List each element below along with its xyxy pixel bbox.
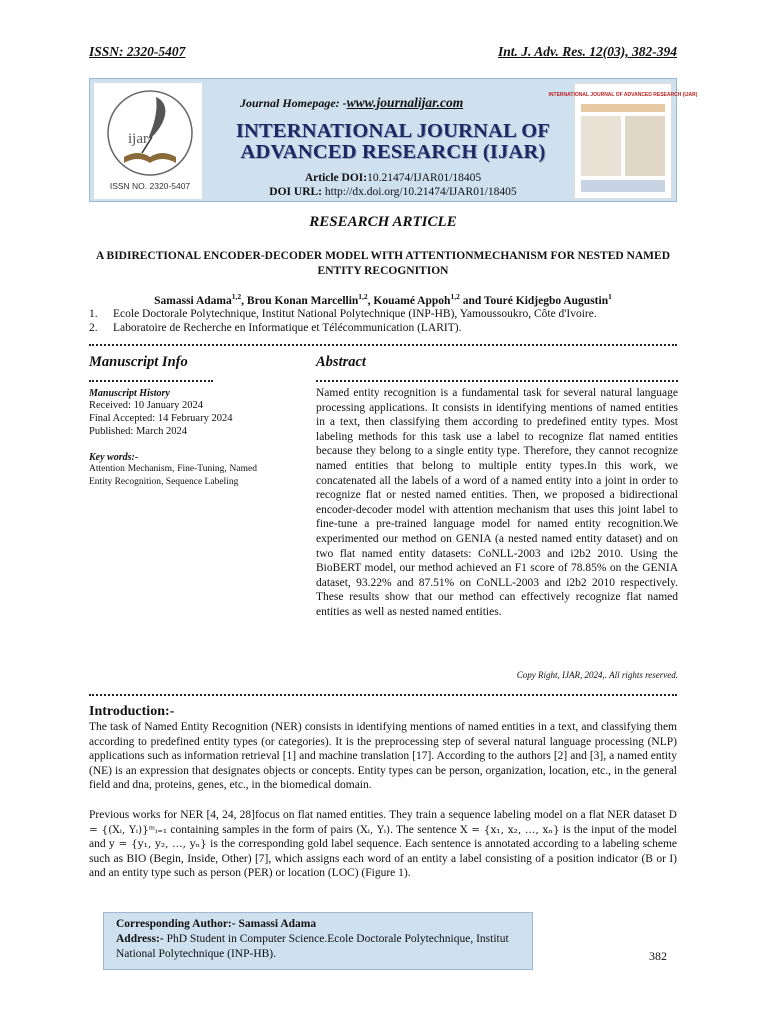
address-text: PhD Student in Computer Science.Ecole Doctorale Polytechnique, Institut National Polytechnique (INP-HB). — [116, 933, 509, 960]
address-label: Address:- — [116, 933, 164, 945]
cover-title: INTERNATIONAL JOURNAL OF ADVANCED RESEARCH (IJAR) — [548, 92, 698, 98]
doi-value: 10.21474/IJAR01/18405 — [367, 172, 482, 184]
doi-url-label: DOI URL: — [269, 186, 323, 198]
introduction-heading: Introduction:- — [89, 704, 175, 719]
journal-title-line2: ADVANCED RESEARCH (IJAR) — [240, 141, 546, 163]
article-type-label: RESEARCH ARTICLE — [309, 214, 457, 230]
affiliation-1 — [89, 308, 677, 320]
journal-title-line1: INTERNATIONAL JOURNAL OF — [235, 120, 551, 142]
author-3-affil: 1,2 — [450, 292, 460, 301]
logo-text: ijar — [128, 131, 148, 147]
journal-banner — [89, 78, 698, 202]
received-date: Received: 10 January 2024 — [89, 400, 204, 411]
keywords: Attention Mechanism, Fine-Tuning, Named Entity Recognition, Sequence Labeling — [89, 464, 257, 487]
author-4-affil: 1 — [608, 292, 612, 301]
journal-homepage — [240, 95, 463, 111]
doi-label: Article DOI: — [304, 172, 368, 184]
author-list: Samassi Adama$^{1,2}$, Brou Konan Marcellin$^{1,2}$, Kouamé Appoh$^{1,2}$ and Touré Kidjegbo Augustin$^1$ — [154, 292, 612, 307]
journal-cover-icon — [548, 84, 698, 198]
author-3: Kouamé Appoh — [373, 294, 451, 307]
affiliation-text: Ecole Doctorale Polytechnique, Institut National Polytechnique (INP-HB), Yamoussoukro, Côte d'Ivoire. — [113, 308, 597, 320]
doi-url-link[interactable]: http://dx.doi.org/10.21474/IJAR01/18405 — [322, 186, 517, 198]
running-head — [89, 44, 677, 66]
intro-paragraph-2: Previous works for NER [4, 24, 28]focus on flat named entities. They train a sequence labeling model on a flat NER dataset D = {(Xᵢ, Yᵢ)}ᵐᵢ₌₁ containing samples in the form of pairs (Xᵢ, Yᵢ). The sentence X = {x₁, x₂, …, xₙ} is the input of the model and y = {y₁, y₂, …, yₙ} is the corresponding gold label sequence. Each sentence is annotated according to a labeling scheme such as BIO (Begin, Inside, Other) [7], which assigns each word of an entity a label consisting of a position indicator (B or I) and an entity type such as person (PER) or location (LOC) (Figure 1). — [89, 809, 678, 880]
journal-reference: Int. J. Adv. Res. 12(03), 382-394 — [498, 44, 677, 59]
logo-issn: ISSN NO. 2320-5407 — [109, 181, 191, 191]
abstract-section — [316, 354, 678, 620]
math-pair: (Xᵢ, Yᵢ) — [356, 823, 391, 836]
homepage-label: Journal Homepage: - — [240, 96, 347, 110]
keywords-heading: Key words:- — [89, 452, 139, 463]
section-divider — [89, 344, 677, 346]
affiliation-number: 1. — [89, 308, 98, 320]
affiliation-2 — [89, 322, 677, 334]
paper-title: A BIDIRECTIONAL ENCODER-DECODER MODEL WITH ATTENTIONMECHANISM FOR NESTED NAMED ENTITY RECOGNITION — [95, 250, 671, 277]
homepage-link[interactable]: www.journalijar.com — [346, 95, 464, 110]
divider-dots — [89, 380, 213, 382]
intro-paragraph-1: The task of Named Entity Recognition (NER) consists in identifying mentions of named entities in a text, and classifying them according to predefined entity types (or categories). It is the preprocessing step of several natural language processing (NLP) applications such as information retrieval [1] and machine translation [17]. According to the authors [2] and [3], a named entity (NE) is an expression that designates objects or concepts. Entity types can be person, organization, location, etc., in the general field and dna, proteins, genes, etc., in the biomedical domain. — [89, 721, 677, 792]
author-1-affil: 1,2 — [231, 292, 242, 301]
accepted-date: Final Accepted: 14 February 2024 — [89, 413, 233, 424]
math-dataset: D = {(Xᵢ, Yᵢ)}ᵐᵢ₌₁ — [89, 809, 677, 836]
published-date: Published: March 2024 — [89, 426, 187, 437]
doi-block — [208, 171, 578, 199]
journal-cover-thumbnail — [548, 83, 698, 199]
corresponding-address — [116, 932, 520, 962]
author-1: Samassi Adama — [154, 294, 232, 307]
journal-logo — [94, 83, 202, 199]
quill-book-logo-icon — [98, 87, 202, 183]
affiliation-text: Laboratoire de Recherche en Informatique et Télécommunication (LARIT). — [113, 322, 462, 334]
divider-dots — [316, 380, 678, 382]
manuscript-info-heading: Manuscript Info — [89, 354, 188, 370]
math-labels: y = {y₁, y₂, …, yₙ} — [108, 838, 207, 851]
copyright-notice: Copy Right, IJAR, 2024,. All rights reserved. — [516, 670, 678, 680]
affiliation-number: 2. — [89, 322, 98, 334]
corresponding-author-heading: Corresponding Author:- Samassi Adama — [116, 918, 317, 930]
issn-label: ISSN: 2320-5407 — [89, 44, 186, 59]
page-number: 382 — [649, 949, 667, 963]
math-sentence: X = {x₁, x₂, …, xₙ} — [460, 823, 560, 836]
author-2-affil: 1,2 — [358, 292, 368, 301]
section-divider — [89, 694, 677, 696]
manuscript-history-heading: Manuscript History — [89, 388, 170, 399]
manuscript-info — [89, 354, 257, 488]
author-4: Touré Kidjegbo Augustin — [483, 294, 609, 307]
abstract-heading: Abstract — [316, 354, 366, 370]
journal-title — [208, 121, 578, 163]
abstract-text: Named entity recognition is a fundamental task for several natural language processing applications. It consists in identifying mentions of named entities in a text, then classifying them according to predefined entity types. Most labeling methods for this task use a label to recognize flat named entities because they belong to a single entity type. Therefore, they cannot recognize named entities that belong to multiple entity types.In this work, we concatenated all the labels of a word of a named entity into a joint in order to recognize flat or nested named entities. Then, we proposed a bidirectional encoder-decoder model with attention mechanism that uses this joint label to fine-tune a pre-trained language model for named entity recognition.We experimented our method on GENIA (a nested named entity dataset) and on two flat named entity datasets: CoNLL-2003 and i2b2 2010. Using the BioBERT model, our method achieved an F1 score of 78.85% on the GENIA dataset, 93.22% and 87.51% on CoNLL-2003 and i2b2 2010 respectively. These results show that our method can effectively recognize flat named entities as well as nested named entities. — [316, 387, 678, 618]
author-2: Brou Konan Marcellin — [246, 294, 359, 307]
corresponding-author-box — [103, 912, 533, 970]
